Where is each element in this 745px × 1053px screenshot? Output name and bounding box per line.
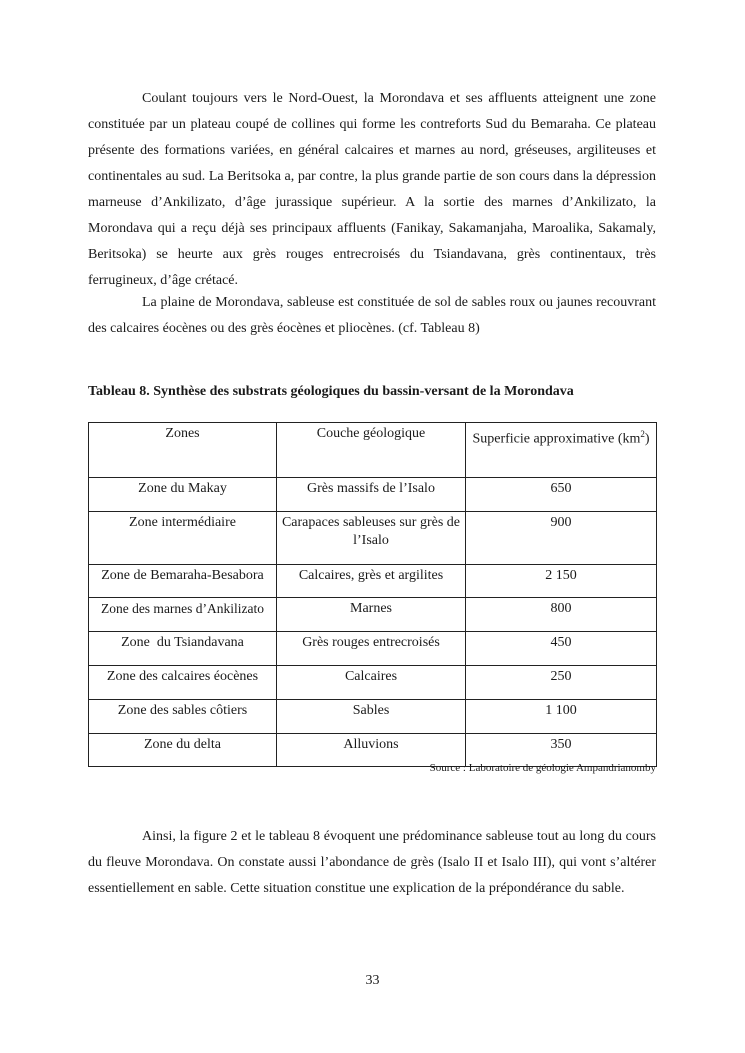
cell-superficie: 650 [465, 477, 657, 511]
table-source: Source : Laboratoire de géologie Ampandrianomby [429, 762, 656, 774]
paragraph-plaine-morondava: La plaine de Morondava, sableuse est constituée de sol de sables roux ou jaunes recouvrant des calcaires éocènes ou des grès éocènes et pliocènes. (cf. Tableau 8) [88, 295, 656, 336]
cell-zone: Zone intermédiaire [88, 511, 276, 564]
table-header-row [88, 422, 657, 477]
cell-couche: Grès massifs de l’Isalo [276, 477, 465, 511]
cell-zone: Zone du delta [88, 733, 276, 767]
cell-zone: Zone du Tsiandavana [88, 631, 276, 665]
table-row [88, 631, 657, 665]
cell-superficie: 450 [465, 631, 657, 665]
header-superficie-exponent: 2 [640, 429, 645, 439]
cell-couche: Marnes [276, 597, 465, 631]
table-row [88, 699, 657, 733]
cell-zone: Zone des calcaires éocènes [88, 665, 276, 699]
header-superficie [465, 422, 657, 477]
cell-zone: Zone des marnes d’Ankilizato [88, 597, 276, 631]
cell-zone: Zone du Makay [88, 477, 276, 511]
cell-superficie: 1 100 [465, 699, 657, 733]
cell-superficie: 2 150 [465, 564, 657, 597]
paragraph-conclusion: Ainsi, la figure 2 et le tableau 8 évoquent une prédominance sableuse tout au long du cours du fleuve Morondava. On constate aussi l’abondance de grès (Isalo II et Isalo III), qui vont s’altérer essentiellement en sable. Cette situation constitue une explication de la prépondérance du sable. [88, 829, 656, 896]
cell-superficie: 800 [465, 597, 657, 631]
table-row [88, 597, 657, 631]
header-superficie-label: Superficie approximative (km [472, 431, 641, 447]
table-row [88, 665, 657, 699]
header-superficie-close: ) [644, 431, 650, 447]
table-caption: Tableau 8. Synthèse des substrats géologiques du bassin-versant de la Morondava [88, 384, 574, 399]
cell-couche: Sables [276, 699, 465, 733]
cell-couche: Carapaces sableuses sur grès de l’Isalo [276, 511, 465, 564]
cell-superficie: 350 [465, 733, 657, 767]
geology-table [88, 422, 657, 767]
table-row [88, 477, 657, 511]
header-zones: Zones [88, 422, 276, 477]
cell-superficie: 900 [465, 511, 657, 564]
cell-superficie: 250 [465, 665, 657, 699]
cell-couche: Alluvions [276, 733, 465, 767]
table-row [88, 564, 657, 597]
cell-couche: Calcaires, grès et argilites [276, 564, 465, 597]
cell-couche: Calcaires [276, 665, 465, 699]
cell-zone: Zone de Bemaraha-Besabora [88, 564, 276, 597]
cell-zone: Zone des sables côtiers [88, 699, 276, 733]
table-row [88, 511, 657, 564]
cell-couche: Grès rouges entrecroisés [276, 631, 465, 665]
paragraph-morondava-plateau: Coulant toujours vers le Nord-Ouest, la Morondava et ses affluents atteignent une zone constituée par un plateau coupé de collines qui forme les contreforts Sud du Bemaraha. Ce plateau présente des formations variées, en général calcaires et marnes au nord, gréseuses, argiliteuses et continentales au sud. La Beritsoka a, par contre, la plus grande partie de son cours dans la dépression marneuse d’Ankilizato, d’âge jurassique supérieur. A la sortie des marnes d’Ankilizato, la Morondava qui a reçu déjà ses principaux affluents (Fanikay, Sakamanjaha, Maroalika, Sakamaly, Beritsoka) se heurte aux grès rouges entrecroisés du Tsiandavana, grès continentaux, très ferrugineux, d’âge crétacé. [88, 91, 656, 288]
page-number: 33 [365, 973, 380, 988]
header-couche: Couche géologique [276, 422, 465, 477]
